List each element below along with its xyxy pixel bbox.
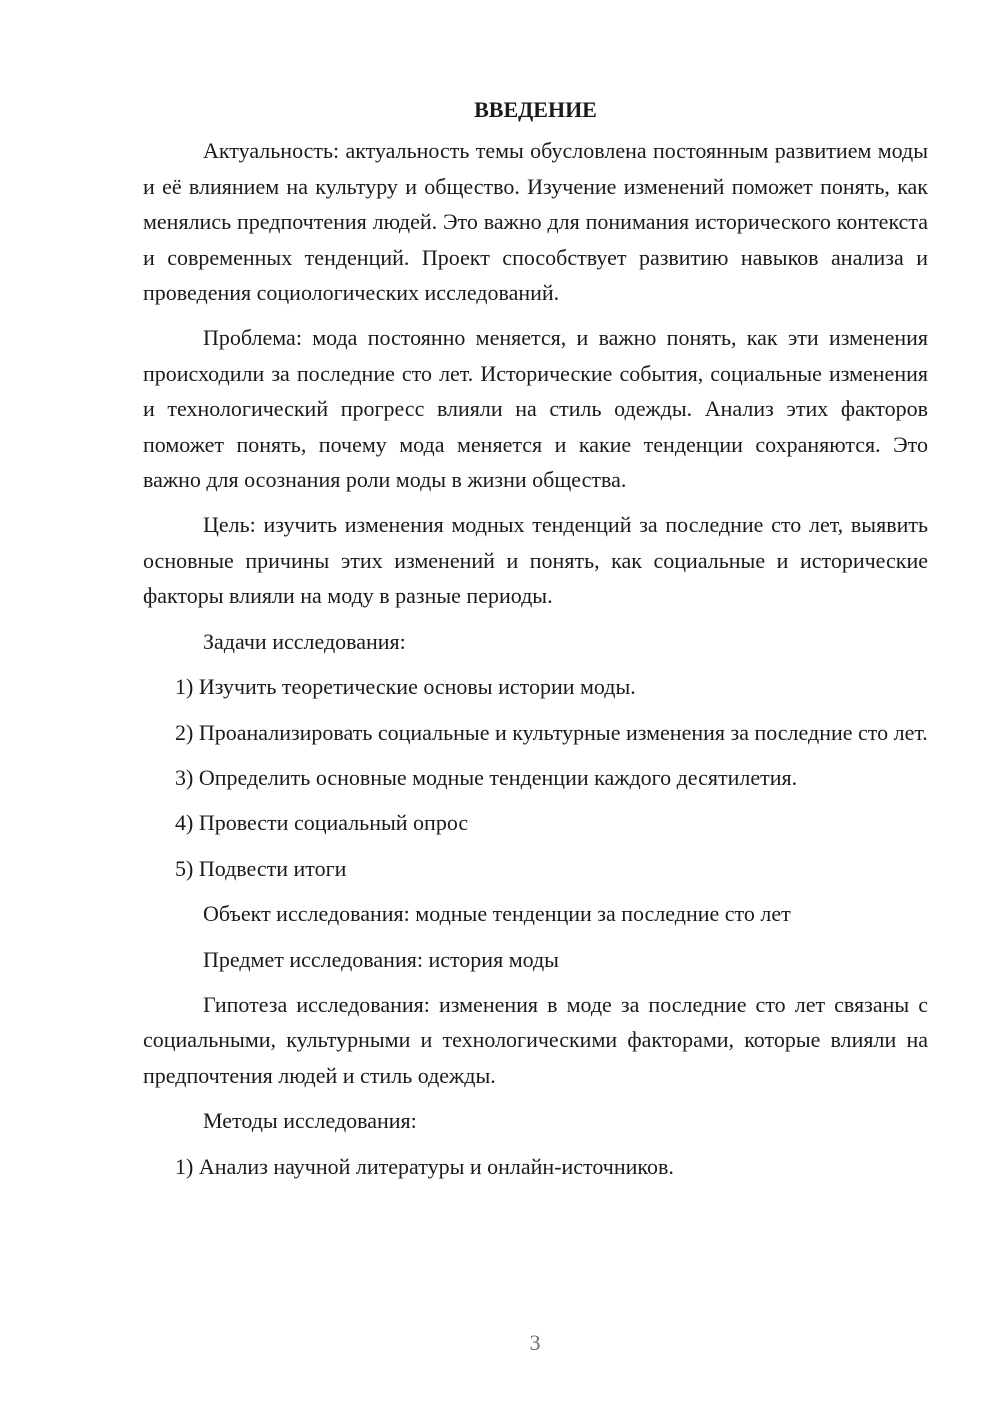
task-item-3: 3) Определить основные модные тенденции каждого десятилетия.	[175, 764, 798, 790]
task-item-1: 1) Изучить теоретические основы истории моды.	[175, 674, 636, 700]
relevance-paragraph: Актуальность: актуальность темы обусловлена постоянным развитием моды и её влиянием на культуру и общество. Изучение изменений поможет понять, как менялись предпочтения людей. Это важно для понимания исторического контекста и современных тенденций. Проект способствует развитию навыков анализа и проведения социологических исследований.	[143, 138, 928, 306]
hypothesis-paragraph: Гипотеза исследования: изменения в моде за последние сто лет связаны с социальными, культурными и технологическими факторами, которые влияли на предпочтения людей и стиль одежды.	[143, 991, 928, 1088]
page-number: 3	[529, 1330, 541, 1355]
task-item-2: 2) Проанализировать социальные и культурные изменения за последние сто лет.	[175, 719, 928, 745]
tasks-heading: Задачи исследования:	[203, 628, 406, 654]
object-paragraph: Объект исследования: модные тенденции за последние сто лет	[203, 901, 791, 927]
task-item-4: 4) Провести социальный опрос	[175, 810, 469, 836]
task-item-5: 5) Подвести итоги	[175, 855, 347, 881]
subject-paragraph: Предмет исследования: история моды	[203, 946, 559, 972]
page-title: ВВЕДЕНИЕ	[474, 97, 597, 122]
method-item-1: 1) Анализ научной литературы и онлайн-источников.	[175, 1153, 674, 1179]
problem-paragraph: Проблема: мода постоянно меняется, и важно понять, как эти изменения происходили за последние сто лет. Исторические события, социальные изменения и технологический прогресс влияли на стиль одежды. Анализ этих факторов поможет понять, почему мода меняется и какие тенденции сохраняются. Это важно для осознания роли моды в жизни общества.	[143, 325, 928, 493]
goal-paragraph: Цель: изучить изменения модных тенденций за последние сто лет, выявить основные причины этих изменений и понять, как социальные и исторические факторы влияли на моду в разные периоды.	[143, 512, 928, 609]
methods-heading: Методы исследования:	[203, 1108, 417, 1134]
page-content	[143, 92, 928, 1194]
